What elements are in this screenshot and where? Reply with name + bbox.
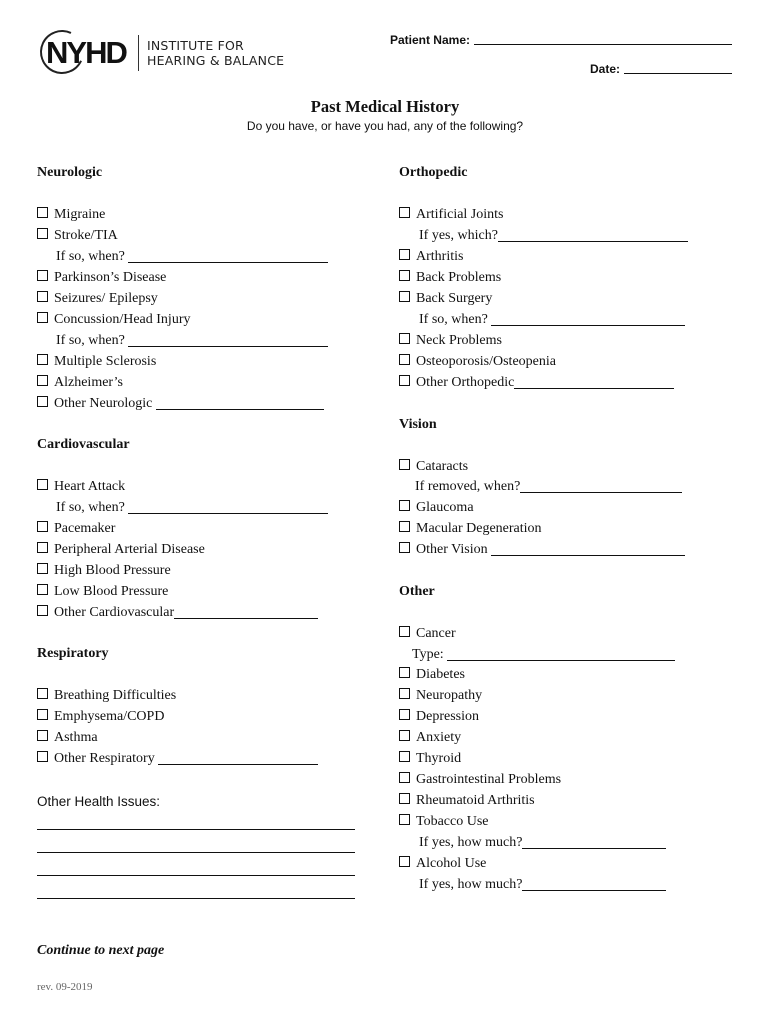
item-other-resp[interactable]	[37, 750, 318, 768]
item-label: Tobacco Use	[416, 814, 489, 829]
tobacco-much[interactable]	[419, 834, 666, 852]
checkbox-icon[interactable]	[37, 563, 48, 574]
item-label: Cancer	[416, 626, 456, 641]
item-label: Anxiety	[416, 730, 462, 745]
alcohol-much[interactable]	[419, 876, 666, 894]
heading-other: Other	[399, 584, 435, 599]
item-tobacco[interactable]	[399, 813, 489, 831]
checkbox-icon[interactable]	[399, 793, 410, 804]
item-label: Gastrointestinal Problems	[416, 772, 562, 787]
heart-attack-when[interactable]	[56, 499, 328, 517]
blank-line[interactable]	[491, 312, 685, 326]
sub-label: Type:	[412, 647, 444, 662]
joints-which[interactable]	[419, 227, 688, 245]
item-lbp[interactable]	[37, 583, 168, 601]
item-label: Parkinson’s Disease	[54, 270, 167, 285]
logo-mark	[40, 30, 134, 76]
checkbox-icon[interactable]	[399, 459, 410, 470]
checkbox-icon[interactable]	[399, 667, 410, 678]
heading-orthopedic: Orthopedic	[399, 165, 468, 180]
item-label: Other Neurologic	[54, 396, 153, 411]
blank-line[interactable]	[128, 249, 328, 263]
item-other-cardio[interactable]	[37, 604, 318, 622]
item-label: Other Cardiovascular	[54, 605, 175, 620]
item-macular[interactable]	[399, 520, 542, 538]
blank-line[interactable]	[174, 605, 318, 619]
checkbox-icon[interactable]	[37, 709, 48, 720]
back-surgery-when[interactable]	[419, 311, 685, 329]
item-stroke[interactable]	[37, 227, 118, 245]
item-label: Alzheimer’s	[54, 375, 123, 390]
logo-line-1: INSTITUTE FOR	[147, 38, 244, 53]
checkbox-icon[interactable]	[37, 228, 48, 239]
checkbox-icon[interactable]	[399, 270, 410, 281]
checkbox-icon[interactable]	[37, 730, 48, 741]
item-glaucoma[interactable]	[399, 499, 474, 517]
stroke-when[interactable]	[56, 248, 328, 266]
sub-label: If yes, which?	[419, 228, 498, 243]
item-artificial-joints[interactable]	[399, 206, 504, 224]
item-label: Neuropathy	[416, 688, 483, 703]
item-heart-attack[interactable]	[37, 478, 125, 496]
item-arthritis[interactable]	[399, 248, 463, 266]
item-label: Heart Attack	[54, 479, 126, 494]
item-label: Arthritis	[416, 249, 464, 264]
item-label: Depression	[416, 709, 479, 724]
checkbox-icon[interactable]	[399, 354, 410, 365]
item-depression[interactable]	[399, 708, 479, 726]
item-other-vision[interactable]	[399, 541, 685, 559]
heading-cardiovascular: Cardiovascular	[37, 437, 130, 452]
date-label: Date:	[589, 62, 620, 76]
item-breathing[interactable]	[37, 687, 176, 705]
item-osteoporosis[interactable]	[399, 353, 556, 371]
item-label: Neck Problems	[416, 333, 502, 348]
item-label: Low Blood Pressure	[54, 584, 169, 599]
sub-label: If yes, how much?	[419, 835, 523, 850]
checkbox-icon[interactable]	[399, 856, 410, 867]
blank-line[interactable]	[498, 228, 688, 242]
checkbox-icon[interactable]	[399, 688, 410, 699]
checkbox-icon[interactable]	[399, 542, 410, 553]
item-alcohol[interactable]	[399, 855, 486, 873]
item-parkinsons[interactable]	[37, 269, 166, 287]
item-label: Back Problems	[416, 270, 502, 285]
cancer-type[interactable]	[412, 646, 675, 664]
checkbox-icon[interactable]	[399, 709, 410, 720]
other-health-label: Other Health Issues:	[37, 794, 161, 809]
checkbox-icon[interactable]	[37, 207, 48, 218]
blank-line[interactable]	[447, 647, 675, 661]
item-label: Other Respiratory	[54, 751, 155, 766]
item-label: Osteoporosis/Osteopenia	[416, 354, 556, 369]
checkbox-icon[interactable]	[37, 479, 48, 490]
item-neck-problems[interactable]	[399, 332, 502, 350]
item-other-neuro[interactable]	[37, 395, 324, 413]
item-pacemaker[interactable]	[37, 520, 115, 538]
blank-line[interactable]	[128, 333, 328, 347]
checkbox-icon[interactable]	[37, 542, 48, 553]
item-label: Glaucoma	[416, 500, 474, 515]
item-label: Rheumatoid Arthritis	[416, 793, 535, 808]
heading-neurologic: Neurologic	[37, 165, 103, 180]
item-label: Alcohol Use	[416, 856, 487, 871]
sub-label: If so, when?	[56, 249, 125, 264]
checkbox-icon[interactable]	[399, 291, 410, 302]
item-concussion[interactable]	[37, 311, 190, 329]
item-pad[interactable]	[37, 541, 205, 559]
checkbox-icon[interactable]	[37, 521, 48, 532]
item-emphysema[interactable]	[37, 708, 164, 726]
page-subtitle: Do you have, or have you had, any of the following?	[246, 119, 524, 133]
checkbox-icon[interactable]	[399, 249, 410, 260]
item-ms[interactable]	[37, 353, 156, 371]
checkbox-icon[interactable]	[399, 626, 410, 637]
checkbox-icon[interactable]	[399, 207, 410, 218]
date-line[interactable]	[624, 61, 732, 74]
item-label: Concussion/Head Injury	[54, 312, 191, 327]
checkbox-icon[interactable]	[399, 333, 410, 344]
checkbox-icon[interactable]	[37, 375, 48, 386]
checkbox-icon[interactable]	[399, 730, 410, 741]
checkbox-icon[interactable]	[37, 605, 48, 616]
checkbox-icon[interactable]	[399, 814, 410, 825]
blank-line[interactable]	[522, 877, 666, 891]
item-other-ortho[interactable]	[399, 374, 674, 392]
item-label: Migraine	[54, 207, 106, 222]
heading-vision: Vision	[399, 417, 437, 432]
item-label: Breathing Difficulties	[54, 688, 177, 703]
checkbox-icon[interactable]	[37, 688, 48, 699]
heading-respiratory: Respiratory	[37, 646, 109, 661]
checkbox-icon[interactable]	[37, 312, 48, 323]
cataracts-when[interactable]	[415, 478, 682, 496]
other-health-line-1[interactable]	[37, 829, 355, 830]
item-label: Other Orthopedic	[416, 375, 515, 390]
item-label: Cataracts	[416, 459, 469, 474]
item-label: Asthma	[54, 730, 98, 745]
item-neuropathy[interactable]	[399, 687, 482, 705]
item-hbp[interactable]	[37, 562, 171, 580]
item-ra[interactable]	[399, 792, 535, 810]
item-seizures[interactable]	[37, 290, 158, 308]
sub-label: If so, when?	[56, 333, 125, 348]
logo-divider	[138, 35, 139, 71]
blank-line[interactable]	[158, 751, 318, 765]
blank-line[interactable]	[514, 375, 674, 389]
item-label: Back Surgery	[416, 291, 493, 306]
logo	[40, 30, 284, 76]
item-label: Macular Degeneration	[416, 521, 542, 536]
item-label: Diabetes	[416, 667, 465, 682]
checkbox-icon[interactable]	[399, 375, 410, 386]
logo-line-2: HEARING & BALANCE	[147, 53, 285, 68]
item-cancer[interactable]	[399, 625, 456, 643]
checkbox-icon[interactable]	[37, 751, 48, 762]
blank-line[interactable]	[156, 396, 324, 410]
sub-label: If so, when?	[419, 312, 488, 327]
sub-label: If so, when?	[56, 500, 125, 515]
checkbox-icon[interactable]	[399, 772, 410, 783]
concussion-when[interactable]	[56, 332, 328, 350]
checkbox-icon[interactable]	[399, 751, 410, 762]
patient-name-field[interactable]	[390, 32, 732, 47]
item-migraine[interactable]	[37, 206, 105, 224]
item-cataracts[interactable]	[399, 458, 468, 476]
item-back-problems[interactable]	[399, 269, 501, 287]
revision-note: rev. 09-2019	[37, 981, 93, 993]
other-health-line-3[interactable]	[37, 875, 355, 876]
continue-note: Continue to next page	[37, 943, 165, 958]
blank-line[interactable]	[522, 835, 666, 849]
checkbox-icon[interactable]	[37, 354, 48, 365]
item-anxiety[interactable]	[399, 729, 461, 747]
logo-text	[147, 38, 284, 68]
other-health-line-4[interactable]	[37, 898, 355, 899]
item-label: Emphysema/COPD	[54, 709, 165, 724]
patient-name-line[interactable]	[474, 32, 732, 45]
checkbox-icon[interactable]	[37, 270, 48, 281]
item-label: Stroke/TIA	[54, 228, 118, 243]
item-label: Peripheral Arterial Disease	[54, 542, 205, 557]
item-label: High Blood Pressure	[54, 563, 171, 578]
item-gi[interactable]	[399, 771, 561, 789]
logo-letters: NYHD	[46, 35, 126, 70]
checkbox-icon[interactable]	[37, 584, 48, 595]
blank-line[interactable]	[491, 542, 685, 556]
item-label: Artificial Joints	[416, 207, 504, 222]
item-label: Seizures/ Epilepsy	[54, 291, 158, 306]
item-label: Other Vision	[416, 542, 488, 557]
checkbox-icon[interactable]	[37, 396, 48, 407]
sub-label: If removed, when?	[415, 479, 521, 494]
item-label: Multiple Sclerosis	[54, 354, 157, 369]
checkbox-icon[interactable]	[399, 521, 410, 532]
item-alzheimers[interactable]	[37, 374, 123, 392]
blank-line[interactable]	[128, 500, 328, 514]
patient-name-label: Patient Name:	[389, 33, 470, 47]
checkbox-icon[interactable]	[399, 500, 410, 511]
item-asthma[interactable]	[37, 729, 98, 747]
other-health-line-2[interactable]	[37, 852, 355, 853]
sub-label: If yes, how much?	[419, 877, 523, 892]
item-diabetes[interactable]	[399, 666, 465, 684]
item-label: Pacemaker	[54, 521, 116, 536]
item-label: Thyroid	[416, 751, 462, 766]
blank-line[interactable]	[520, 479, 682, 493]
page-title: Past Medical History	[310, 97, 460, 116]
date-field[interactable]	[590, 61, 732, 76]
item-back-surgery[interactable]	[399, 290, 492, 308]
item-thyroid[interactable]	[399, 750, 461, 768]
checkbox-icon[interactable]	[37, 291, 48, 302]
